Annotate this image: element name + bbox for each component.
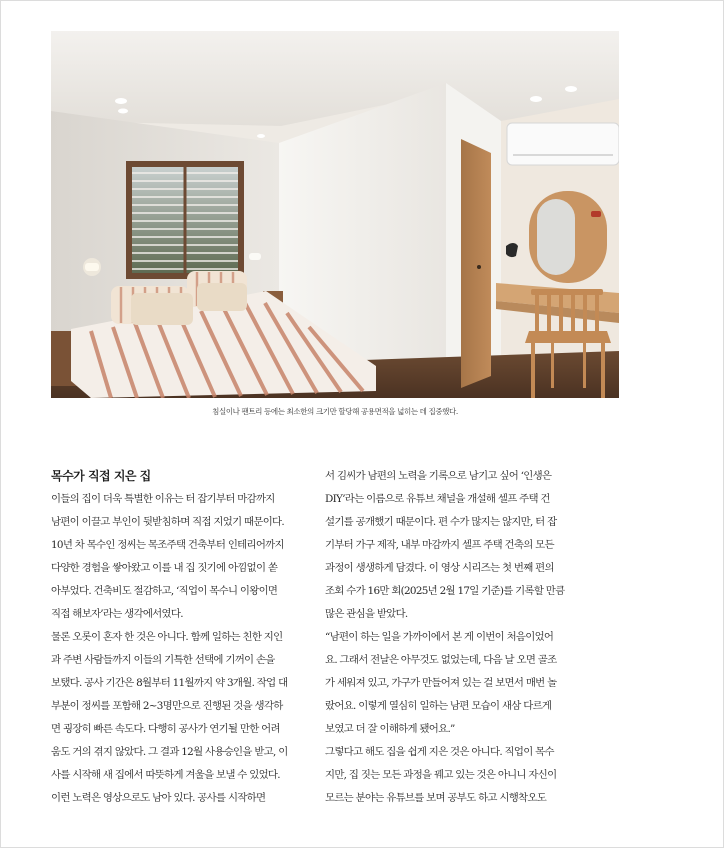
paragraph-line: 이런 노력은 영상으로도 남아 있다. 공사를 시작하면 — [51, 792, 266, 804]
paragraph-line: 다양한 경험을 쌓아왔고 이를 내 집 짓기에 아낌없이 쏟 — [51, 562, 278, 574]
paragraph-line: 남편이 이끌고 부인이 뒷받침하며 직접 지었기 때문이다. — [51, 516, 284, 528]
paragraph-line: 이들의 집이 더욱 특별한 이유는 터 잡기부터 마감까지 — [51, 493, 275, 505]
quote-line: 요. 그래서 전날은 아무것도 없었는데, 다음 날 오면 골조 — [325, 654, 557, 666]
paragraph-line: 물론 오롯이 혼자 한 것은 아니다. 함께 일하는 친한 지인 — [51, 631, 283, 643]
paragraph-line: 많은 관심을 받았다. — [325, 608, 408, 620]
quote-line: 랐어요. 이렇게 열심히 일하는 남편 모습이 새삼 다르게 — [325, 700, 552, 712]
paragraph-line: 면 굉장히 빠른 속도다. 다행히 공사가 연기될 만한 어려 — [51, 723, 280, 735]
paragraph-line: 서 김씨가 남편의 노력을 기록으로 남기고 싶어 ‘인생은 — [325, 470, 552, 482]
quote-line: 보였고 더 잘 이해하게 됐어요.” — [325, 723, 455, 735]
quote-line: 가 세워져 있고, 가구가 만들어져 있는 걸 보면서 매번 놀 — [325, 677, 557, 689]
paragraph-line: DIY’라는 이름으로 유튜브 채널을 개설해 셀프 주택 건 — [325, 493, 550, 505]
article-heading: 목수가 직접 지은 집 — [51, 469, 151, 483]
paragraph-line: 직접 해보자’라는 생각에서였다. — [51, 608, 183, 620]
paragraph-line: 모르는 분야는 유튜브를 보며 공부도 하고 시행착오도 — [325, 792, 547, 804]
article-column-right — [325, 465, 571, 810]
paragraph-line: 설기를 공개했기 때문이다. 편 수가 많지는 않지만, 터 잡 — [325, 516, 557, 528]
photo-caption: 침실이나 팬트리 등에는 최소한의 크기만 할당해 공용면적을 넓히는 데 집중했다. — [212, 407, 458, 416]
quote-line: “남편이 하는 일을 가까이에서 본 게 이번이 처음이었어 — [325, 631, 554, 643]
paragraph-line: 조회 수가 16만 회(2025년 2월 17일 기준)를 기록할 만큼 — [325, 585, 565, 597]
paragraph-line: 과정이 생생하게 담겼다. 이 영상 시리즈는 첫 번째 편의 — [325, 562, 554, 574]
article-column-left — [51, 465, 297, 810]
paragraph-line: 움도 거의 겪지 않았다. 그 결과 12월 사용승인을 받고, 이 — [51, 746, 288, 758]
bedroom-photo — [51, 31, 619, 398]
paragraph-line: 10년 차 목수인 정씨는 목조주택 건축부터 인테리어까지 — [51, 539, 284, 551]
paragraph-line: 아부었다. 건축비도 절감하고, ‘직업이 목수니 이왕이면 — [51, 585, 278, 597]
paragraph-line: 지만, 집 짓는 모든 과정을 꿰고 있는 것은 아니니 자신이 — [325, 769, 557, 781]
paragraph-line: 보탰다. 공사 기간은 8월부터 11월까지 약 3개월. 작업 대 — [51, 677, 288, 689]
paragraph-line: 그렇다고 해도 집을 쉽게 지은 것은 아니다. 직업이 목수 — [325, 746, 554, 758]
paragraph-line: 사를 시작해 새 집에서 따뜻하게 겨울을 보낼 수 있었다. — [51, 769, 280, 781]
paragraph-line: 기부터 가구 제작, 내부 마감까지 셀프 주택 건축의 모든 — [325, 539, 554, 551]
paragraph-line: 과 주변 사람들까지 이들의 기특한 선택에 기꺼이 손을 — [51, 654, 275, 666]
paragraph-line: 부분이 정씨를 포함해 2~3명만으로 진행된 것을 생각하 — [51, 700, 283, 712]
